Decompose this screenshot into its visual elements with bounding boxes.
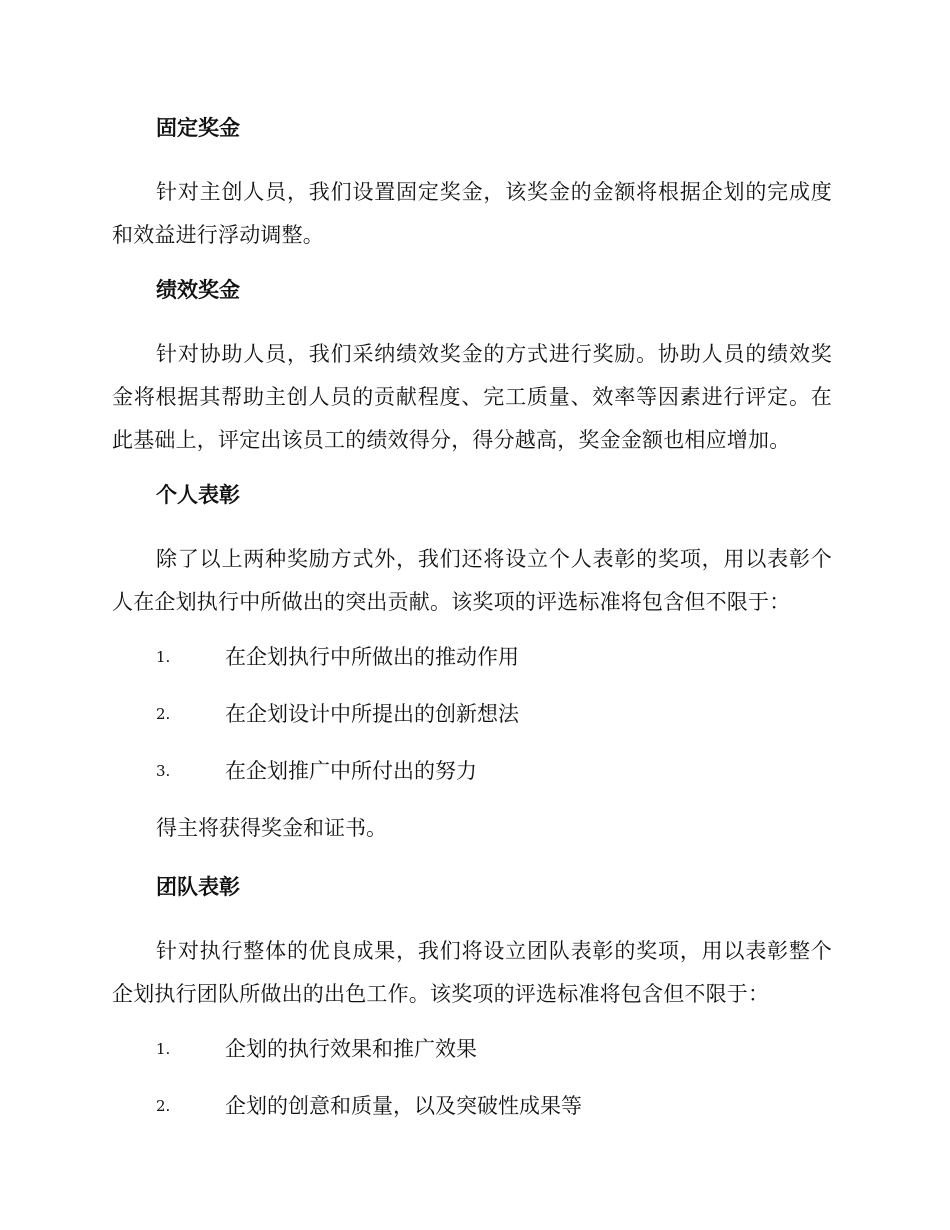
- list-number: 2.: [156, 705, 171, 723]
- list-item: [112, 755, 832, 787]
- paragraph-performance-bonus: 针对协助人员，我们采纳绩效奖金的方式进行奖励。协助人员的绩效奖金将根据其帮助主创人员的贡献程度、完工质量、效率等因素进行评定。在此基础上，评定出该员工的绩效得分，得分越高，奖金金额也相应增加。: [112, 342, 832, 452]
- list-text: 在企划执行中所做出的推动作用: [225, 645, 519, 669]
- section-heading-personal-award: 个人表彰: [156, 483, 240, 507]
- list-text: 企划的执行效果和推广效果: [225, 1037, 477, 1061]
- section-heading-fixed-bonus: 固定奖金: [156, 116, 240, 140]
- list-text: 企划的创意和质量，以及突破性成果等: [225, 1094, 582, 1118]
- section-heading-performance-bonus: 绩效奖金: [156, 278, 240, 302]
- list-number: 2.: [156, 1097, 171, 1115]
- closing-text-personal-award: 得主将获得奖金和证书。: [156, 816, 387, 840]
- list-number: 1.: [156, 648, 171, 666]
- paragraph-team-award: 针对执行整体的优良成果，我们将设立团队表彰的奖项，用以表彰整个企划执行团队所做出的出色工作。该奖项的评选标准将包含但不限于：: [112, 939, 832, 1006]
- list-item: [112, 1090, 832, 1122]
- list-number: 1.: [156, 1040, 171, 1058]
- list-number: 3.: [156, 762, 171, 780]
- section-heading-team-award: 团队表彰: [156, 875, 240, 899]
- list-text: 在企划推广中所付出的努力: [225, 759, 477, 783]
- list-item: [112, 698, 832, 730]
- list-item: [112, 1033, 832, 1065]
- paragraph-fixed-bonus: 针对主创人员，我们设置固定奖金，该奖金的金额将根据企划的完成度和效益进行浮动调整。: [112, 180, 832, 247]
- paragraph-personal-award: 除了以上两种奖励方式外，我们还将设立个人表彰的奖项，用以表彰个人在企划执行中所做出的突出贡献。该奖项的评选标准将包含但不限于：: [112, 547, 832, 614]
- list-text: 在企划设计中所提出的创新想法: [225, 702, 519, 726]
- list-item: [112, 641, 832, 673]
- document-page: [112, 112, 832, 1122]
